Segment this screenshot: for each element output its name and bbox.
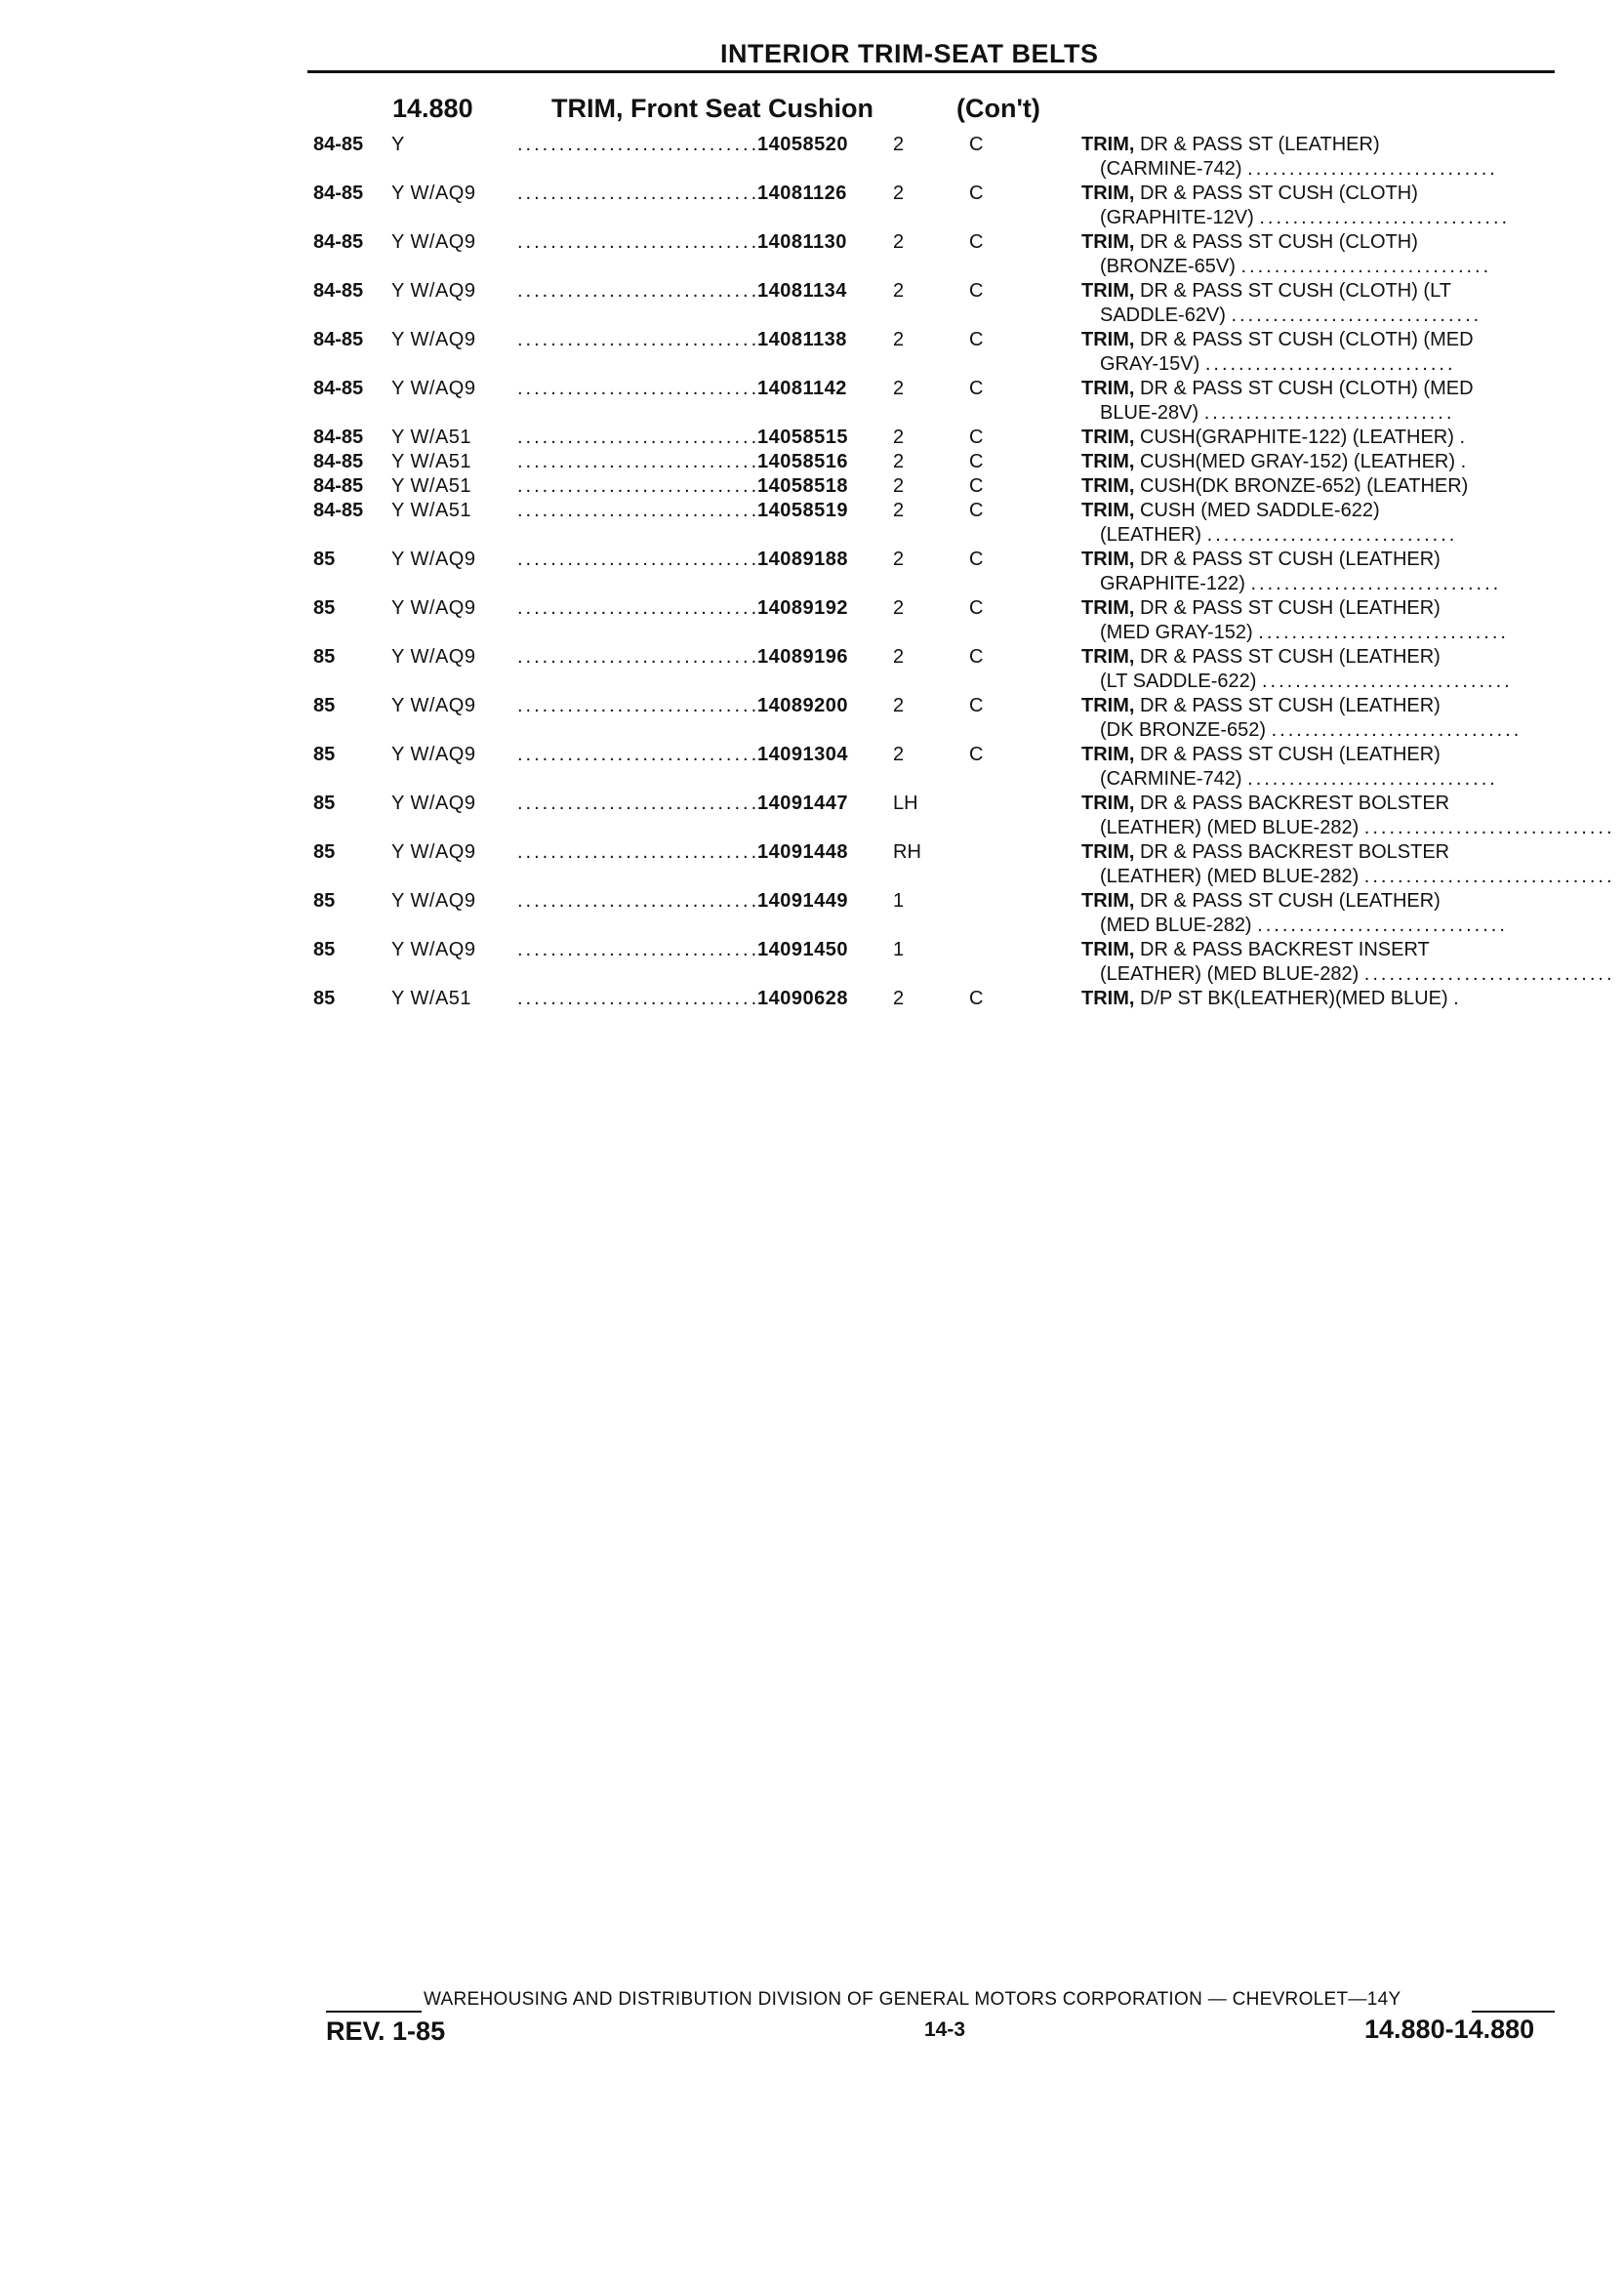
quantity: 2: [893, 597, 905, 619]
part-number: 14081142: [757, 378, 847, 399]
description-keyword: TRIM,: [1081, 695, 1135, 716]
leader-dots: ..............................: [517, 231, 768, 253]
quantity: 2: [893, 280, 905, 302]
description-continuation-text: (CARMINE-742): [1100, 768, 1242, 790]
description-text: DR & PASS ST CUSH (LEATHER): [1134, 646, 1441, 668]
model-code: Y W/A51: [391, 500, 472, 521]
description-continuation: [1100, 304, 1557, 328]
leader-dots: ..............................: [517, 890, 768, 912]
description-keyword: TRIM,: [1081, 451, 1135, 472]
part-number: 14091304: [757, 744, 848, 765]
model-years: 84-85: [313, 500, 364, 521]
description-text: DR & PASS ST CUSH (LEATHER): [1134, 890, 1441, 912]
description-continuation: [1100, 670, 1557, 694]
part-row: [0, 328, 1624, 379]
part-row: [0, 743, 1624, 794]
leader-dots: ..............................: [1250, 573, 1502, 594]
code: C: [969, 500, 984, 521]
code: C: [969, 646, 984, 668]
description: [1081, 889, 1441, 914]
description-keyword: TRIM,: [1081, 231, 1135, 253]
part-number: 14091448: [757, 841, 848, 863]
code: C: [969, 549, 984, 570]
description-text: CUSH(MED GRAY-152) (LEATHER) .: [1134, 451, 1467, 472]
description: [1081, 792, 1449, 816]
part-number: 14081126: [757, 183, 847, 204]
model-code: Y W/AQ9: [391, 744, 476, 765]
description: [1081, 450, 1466, 474]
part-row: [0, 377, 1624, 428]
leader-dots: ..............................: [517, 646, 768, 668]
model-code: Y W/A51: [391, 988, 472, 1009]
description-text: DR & PASS BACKREST INSERT: [1134, 939, 1430, 960]
leader-dots: ..............................: [1247, 158, 1498, 180]
model-code: Y W/AQ9: [391, 280, 476, 302]
leader-dots: ..............................: [1206, 524, 1458, 546]
footer-section-range: 14.880-14.880: [1364, 2015, 1535, 2044]
description-continuation-text: (LEATHER) (MED BLUE-282): [1100, 817, 1360, 838]
model-code: Y W/AQ9: [391, 939, 476, 960]
description-continuation-text: (LEATHER) (MED BLUE-282): [1100, 866, 1360, 887]
description-text: DR & PASS ST CUSH (CLOTH) (MED: [1134, 329, 1474, 350]
leader-dots: ..............................: [1259, 207, 1511, 228]
quantity: 2: [893, 549, 905, 570]
model-years: 85: [313, 597, 336, 619]
section-title: TRIM, Front Seat Cushion: [551, 94, 873, 123]
description-continuation-text: (LEATHER): [1100, 524, 1202, 546]
description-text: DR & PASS ST CUSH (CLOTH): [1134, 183, 1418, 204]
description-text: D/P ST BK(LEATHER)(MED BLUE) .: [1134, 988, 1459, 1009]
description-continuation-text: SADDLE-62V): [1100, 305, 1226, 326]
description-keyword: TRIM,: [1081, 475, 1135, 497]
footer-page-number: 14-3: [924, 2018, 966, 2041]
model-code: Y W/AQ9: [391, 646, 476, 668]
part-row: [0, 279, 1624, 330]
footer-rule-left: [326, 2011, 422, 2013]
model-years: 85: [313, 793, 336, 814]
leader-dots: ..............................: [517, 378, 768, 399]
leader-dots: ..............................: [517, 793, 768, 814]
description-keyword: TRIM,: [1081, 549, 1135, 570]
section-continued: (Con't): [956, 94, 1040, 123]
description-continuation-text: BLUE-28V): [1100, 402, 1199, 424]
model-years: 84-85: [313, 378, 364, 399]
leader-dots: ..............................: [1258, 622, 1509, 643]
quantity: 2: [893, 744, 905, 765]
part-row: [0, 889, 1624, 940]
model-years: 85: [313, 549, 336, 570]
description: [1081, 743, 1441, 767]
leader-dots: ..............................: [1262, 671, 1513, 692]
part-number: 14090628: [757, 988, 848, 1009]
part-row: [0, 645, 1624, 696]
part-number: 14091447: [757, 793, 848, 814]
part-number: 14058518: [757, 475, 848, 497]
part-row: [0, 474, 1624, 499]
description-keyword: TRIM,: [1081, 134, 1135, 155]
description-continuation: [1100, 718, 1557, 743]
description-continuation-text: (DK BRONZE-652): [1100, 719, 1267, 741]
description-keyword: TRIM,: [1081, 378, 1135, 399]
quantity: 2: [893, 329, 905, 350]
description-continuation: [1100, 523, 1557, 548]
description: [1081, 938, 1430, 962]
quantity: 2: [893, 500, 905, 521]
model-years: 85: [313, 988, 336, 1009]
title-rule: [307, 70, 1555, 73]
leader-dots: ..............................: [517, 695, 768, 716]
description-continuation-text: GRAY-15V): [1100, 353, 1200, 375]
description-continuation-text: (GRAPHITE-12V): [1100, 207, 1254, 228]
page-title: INTERIOR TRIM-SEAT BELTS: [720, 39, 1099, 68]
description-continuation: [1100, 157, 1557, 182]
part-row: [0, 450, 1624, 474]
description: [1081, 426, 1465, 450]
leader-dots: ..............................: [517, 939, 768, 960]
leader-dots: ..............................: [1231, 305, 1482, 326]
description-continuation: [1100, 914, 1557, 938]
part-number: 14089192: [757, 597, 848, 619]
description-continuation: [1100, 572, 1557, 596]
description-continuation: [1100, 865, 1615, 889]
code: C: [969, 183, 984, 204]
code: C: [969, 988, 984, 1009]
description-keyword: TRIM,: [1081, 939, 1135, 960]
part-row: [0, 230, 1624, 281]
leader-dots: ..............................: [517, 988, 768, 1009]
part-row: [0, 792, 1624, 842]
leader-dots: ..............................: [517, 549, 768, 570]
part-number: 14081138: [757, 329, 847, 350]
code: C: [969, 329, 984, 350]
description: [1081, 548, 1441, 572]
leader-dots: ..............................: [517, 841, 768, 863]
part-number: 14089188: [757, 549, 848, 570]
part-number: 14058515: [757, 427, 848, 448]
model-code: Y W/AQ9: [391, 378, 476, 399]
quantity: 2: [893, 134, 905, 155]
part-row: [0, 499, 1624, 550]
model-years: 85: [313, 890, 336, 912]
model-code: Y W/AQ9: [391, 597, 476, 619]
code: C: [969, 134, 984, 155]
part-row: [0, 596, 1624, 647]
description-continuation-text: (LT SADDLE-622): [1100, 671, 1257, 692]
description: [1081, 987, 1459, 1011]
description: [1081, 645, 1441, 670]
leader-dots: ..............................: [1363, 817, 1615, 838]
footer-revision: REV. 1-85: [326, 2016, 446, 2046]
quantity: LH: [893, 793, 918, 814]
part-number: 14058520: [757, 134, 848, 155]
description-keyword: TRIM,: [1081, 280, 1135, 302]
description-continuation: [1100, 621, 1557, 645]
description-text: CUSH (MED SADDLE-622): [1134, 500, 1380, 521]
description: [1081, 230, 1418, 255]
model-years: 84-85: [313, 183, 364, 204]
quantity: 1: [893, 939, 905, 960]
part-number: 14091449: [757, 890, 848, 912]
description-continuation-text: (MED GRAY-152): [1100, 622, 1253, 643]
model-years: 85: [313, 939, 336, 960]
description-keyword: TRIM,: [1081, 890, 1135, 912]
part-row: [0, 987, 1624, 1011]
quantity: 2: [893, 427, 905, 448]
code: C: [969, 451, 984, 472]
description-text: DR & PASS ST CUSH (LEATHER): [1134, 695, 1441, 716]
leader-dots: ..............................: [517, 744, 768, 765]
model-years: 84-85: [313, 475, 364, 497]
model-code: Y W/A51: [391, 427, 472, 448]
quantity: RH: [893, 841, 921, 863]
model-code: Y W/AQ9: [391, 695, 476, 716]
model-years: 84-85: [313, 134, 364, 155]
description-continuation: [1100, 401, 1557, 426]
part-number: 14089200: [757, 695, 848, 716]
model-years: 84-85: [313, 280, 364, 302]
part-number: 14091450: [757, 939, 848, 960]
leader-dots: ..............................: [517, 280, 768, 302]
leader-dots: ..............................: [1257, 915, 1508, 936]
description: [1081, 377, 1474, 401]
quantity: 2: [893, 988, 905, 1009]
description-text: CUSH(DK BRONZE-652) (LEATHER): [1134, 475, 1469, 497]
code: C: [969, 231, 984, 253]
description-text: DR & PASS ST CUSH (LEATHER): [1134, 597, 1441, 619]
description: [1081, 474, 1468, 499]
model-years: 84-85: [313, 231, 364, 253]
leader-dots: ..............................: [517, 427, 768, 448]
model-code: Y W/A51: [391, 475, 472, 497]
description-keyword: TRIM,: [1081, 597, 1135, 619]
part-number: 14089196: [757, 646, 848, 668]
model-years: 84-85: [313, 427, 364, 448]
leader-dots: ..............................: [517, 134, 768, 155]
section-number: 14.880: [392, 94, 473, 123]
description: [1081, 279, 1451, 304]
quantity: 2: [893, 475, 905, 497]
code: C: [969, 378, 984, 399]
leader-dots: ..............................: [517, 597, 768, 619]
code: C: [969, 744, 984, 765]
leader-dots: ..............................: [517, 475, 768, 497]
description-continuation: [1100, 206, 1557, 230]
quantity: 2: [893, 695, 905, 716]
description-continuation: [1100, 816, 1615, 840]
part-row: [0, 426, 1624, 450]
leader-dots: ..............................: [1363, 866, 1615, 887]
model-years: 85: [313, 841, 336, 863]
leader-dots: ..............................: [517, 451, 768, 472]
description-keyword: TRIM,: [1081, 183, 1135, 204]
description-text: DR & PASS ST CUSH (CLOTH) (LT: [1134, 280, 1451, 302]
part-row: [0, 840, 1624, 891]
model-code: Y W/AQ9: [391, 793, 476, 814]
model-code: Y W/AQ9: [391, 549, 476, 570]
description-continuation: [1100, 255, 1557, 279]
description-continuation-text: (LEATHER) (MED BLUE-282): [1100, 963, 1360, 985]
description-continuation-text: GRAPHITE-122): [1100, 573, 1245, 594]
part-row: [0, 694, 1624, 745]
part-row: [0, 182, 1624, 232]
leader-dots: ..............................: [1240, 256, 1492, 277]
description: [1081, 596, 1441, 621]
footer-rule-right: [1472, 2011, 1555, 2013]
description-keyword: TRIM,: [1081, 793, 1135, 814]
description: [1081, 840, 1449, 865]
leader-dots: ..............................: [517, 329, 768, 350]
code: C: [969, 695, 984, 716]
leader-dots: ..............................: [517, 183, 768, 204]
model-code: Y W/AQ9: [391, 183, 476, 204]
quantity: 2: [893, 451, 905, 472]
model-code: Y W/AQ9: [391, 841, 476, 863]
description-keyword: TRIM,: [1081, 988, 1135, 1009]
description-text: CUSH(GRAPHITE-122) (LEATHER) .: [1134, 427, 1466, 448]
part-row: [0, 548, 1624, 598]
description-text: DR & PASS ST (LEATHER): [1134, 134, 1380, 155]
description-keyword: TRIM,: [1081, 841, 1135, 863]
description: [1081, 133, 1380, 157]
code: C: [969, 597, 984, 619]
description-text: DR & PASS ST CUSH (CLOTH) (MED: [1134, 378, 1474, 399]
model-years: 84-85: [313, 451, 364, 472]
description-continuation-text: (CARMINE-742): [1100, 158, 1242, 180]
part-number: 14058516: [757, 451, 848, 472]
model-code: Y: [391, 134, 405, 155]
leader-dots: ..............................: [1247, 768, 1498, 790]
part-row: [0, 938, 1624, 989]
description-continuation: [1100, 352, 1557, 377]
description-text: DR & PASS BACKREST BOLSTER: [1134, 841, 1450, 863]
description: [1081, 694, 1441, 718]
description: [1081, 328, 1474, 352]
description-keyword: TRIM,: [1081, 500, 1135, 521]
part-row: [0, 133, 1624, 183]
quantity: 2: [893, 646, 905, 668]
description-continuation: [1100, 767, 1557, 792]
description-text: DR & PASS ST CUSH (LEATHER): [1134, 549, 1441, 570]
quantity: 2: [893, 183, 905, 204]
part-number: 14058519: [757, 500, 848, 521]
model-years: 85: [313, 744, 336, 765]
leader-dots: ..............................: [1271, 719, 1522, 741]
leader-dots: ..............................: [1203, 402, 1455, 424]
code: C: [969, 475, 984, 497]
quantity: 1: [893, 890, 905, 912]
model-code: Y W/AQ9: [391, 890, 476, 912]
leader-dots: ..............................: [517, 500, 768, 521]
quantity: 2: [893, 231, 905, 253]
leader-dots: ..............................: [1363, 963, 1615, 985]
description: [1081, 182, 1418, 206]
description-keyword: TRIM,: [1081, 646, 1135, 668]
model-years: 85: [313, 695, 336, 716]
description: [1081, 499, 1380, 523]
description-continuation: [1100, 962, 1615, 987]
part-number: 14081130: [757, 231, 847, 253]
description-text: DR & PASS ST CUSH (LEATHER): [1134, 744, 1441, 765]
description-keyword: TRIM,: [1081, 427, 1135, 448]
description-continuation-text: (BRONZE-65V): [1100, 256, 1236, 277]
description-keyword: TRIM,: [1081, 329, 1135, 350]
quantity: 2: [893, 378, 905, 399]
code: C: [969, 427, 984, 448]
description-text: DR & PASS BACKREST BOLSTER: [1134, 793, 1450, 814]
description-text: DR & PASS ST CUSH (CLOTH): [1134, 231, 1418, 253]
description-keyword: TRIM,: [1081, 744, 1135, 765]
model-code: Y W/A51: [391, 451, 472, 472]
leader-dots: ..............................: [1204, 353, 1456, 375]
model-code: Y W/AQ9: [391, 329, 476, 350]
model-years: 84-85: [313, 329, 364, 350]
model-years: 85: [313, 646, 336, 668]
footer-division: WAREHOUSING AND DISTRIBUTION DIVISION OF GENERAL MOTORS CORPORATION — CHEVROLET—14Y: [424, 1989, 1401, 2010]
description-continuation-text: (MED BLUE-282): [1100, 915, 1252, 936]
code: C: [969, 280, 984, 302]
part-number: 14081134: [757, 280, 847, 302]
model-code: Y W/AQ9: [391, 231, 476, 253]
